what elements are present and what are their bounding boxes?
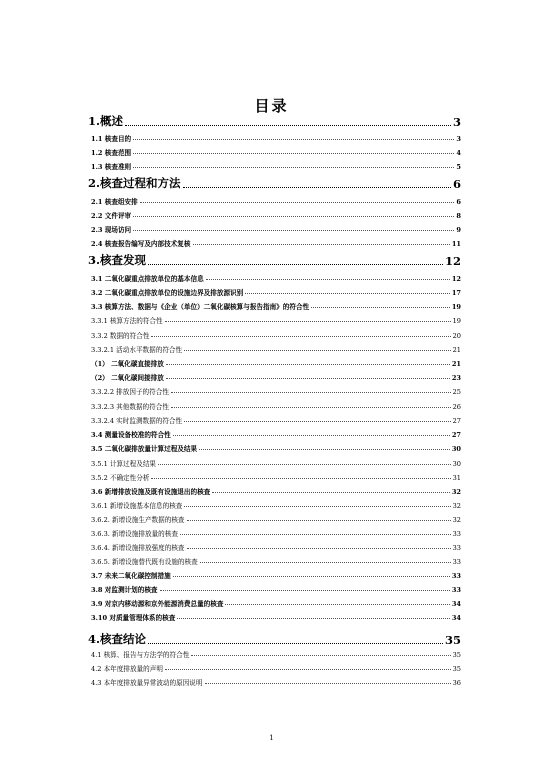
dot-leader (166, 363, 450, 365)
toc-entry-page: 30 (452, 460, 461, 468)
toc-entry-label: 3.5.2 不确定性分析 (91, 474, 150, 482)
toc-entry-label: 1.3 核查准则 (91, 163, 132, 171)
toc-entry-page: 5 (456, 163, 461, 171)
dot-leader (165, 320, 451, 322)
toc-entry-label: 1.2 核查范围 (91, 149, 132, 157)
toc-entry-page: 25 (452, 388, 461, 396)
toc-entry-page: 6 (452, 177, 461, 191)
dot-leader (125, 124, 451, 126)
toc-entry[interactable] (91, 570, 461, 580)
toc-entry-page: 35 (444, 633, 461, 647)
dot-leader (199, 448, 450, 450)
dot-leader (205, 682, 451, 684)
dot-leader (165, 668, 451, 670)
toc-entry-label: 3.6 新增排放设施及既有设施退出的核查 (91, 488, 211, 496)
toc-entry-page: 32 (452, 516, 461, 524)
toc-entry[interactable] (91, 344, 461, 354)
dot-leader (200, 561, 451, 563)
dot-leader (166, 377, 450, 379)
toc-entry[interactable] (91, 486, 461, 496)
toc-entry[interactable] (91, 273, 461, 283)
toc-entry-page: 12 (444, 254, 461, 268)
dot-leader (184, 420, 451, 422)
dot-leader (133, 152, 454, 154)
dot-leader (148, 263, 443, 265)
toc-entry-page: 4 (456, 149, 461, 157)
toc-entry-label: 3.3.1 核算方法的符合性 (91, 317, 163, 325)
toc-entry-label: （1） 二氧化碳直接排放 (91, 360, 164, 368)
toc-entry[interactable] (91, 542, 461, 552)
toc-entry-label: 3.3.2 数据的符合性 (91, 332, 150, 340)
toc-entry-page: 21 (452, 346, 461, 354)
toc-entry-label: 3.1 二氧化碳重点排放单位的基本信息 (91, 275, 204, 283)
toc-entry[interactable] (91, 358, 461, 368)
toc-entry[interactable] (91, 500, 461, 510)
dot-leader (133, 138, 454, 140)
toc-entry[interactable] (91, 372, 461, 382)
toc-entry-label: 4.2 本年度排放量的声明 (91, 665, 163, 673)
toc-entry-label: 3.6.5. 新增设施替代既有设施的核查 (91, 558, 198, 566)
toc-entry[interactable] (91, 238, 461, 248)
toc-entry-page: 27 (451, 431, 461, 439)
toc-entry[interactable] (91, 584, 461, 594)
toc-entry-label: 3.8 对监测计划的核查 (91, 586, 158, 594)
toc-entry[interactable] (91, 556, 461, 566)
toc-entry-page: 31 (452, 474, 461, 482)
dot-leader (184, 349, 451, 351)
toc-entry-label: 3.3.2.2 排放因子的符合性 (91, 388, 169, 396)
toc-entry-page: 36 (452, 679, 461, 687)
dot-leader (193, 243, 450, 245)
toc-entry[interactable] (91, 663, 461, 673)
toc-entry[interactable] (91, 528, 461, 538)
toc-entry-page: 3 (456, 135, 461, 143)
toc-entry-page: 19 (452, 317, 461, 325)
toc-entry-label: 2.1 核查组安排 (91, 198, 138, 206)
toc-entry[interactable] (91, 196, 461, 206)
dot-leader (173, 575, 450, 577)
toc-entry-label: 3.3.2.1 活动水平数据的符合性 (91, 346, 183, 354)
toc-entry[interactable] (91, 210, 461, 220)
toc-entry-page: 17 (451, 289, 461, 297)
toc-entry[interactable] (88, 175, 461, 191)
dot-leader (171, 391, 451, 393)
toc-entry[interactable] (91, 429, 461, 439)
page-number: 1 (269, 734, 274, 742)
dot-leader (311, 306, 450, 308)
toc-entry-page: 32 (452, 502, 461, 510)
dot-leader (133, 229, 454, 231)
dot-leader (148, 642, 443, 644)
toc-entry-label: 1.1 核查目的 (91, 135, 132, 143)
toc-entry-label: 3.3.2.3 其他数据的符合性 (91, 403, 169, 411)
toc-entry-label: 3.6.2. 新增设施生产数据的核查 (91, 516, 185, 524)
toc-entry[interactable] (91, 415, 461, 425)
toc-entry[interactable] (88, 252, 461, 268)
toc-entry-page: 30 (451, 445, 461, 453)
dot-leader (183, 186, 451, 188)
toc-entry[interactable] (88, 113, 461, 129)
toc-entry-label: 3.5.1 计算过程及结果 (91, 460, 157, 468)
toc-entry-page: 26 (452, 403, 461, 411)
toc-entry-page: 6 (456, 198, 461, 206)
toc-entry[interactable] (91, 598, 461, 608)
toc-entry-page: 33 (452, 530, 461, 538)
toc-entry[interactable] (91, 386, 461, 396)
dot-leader (171, 406, 451, 408)
toc-entry-page: 9 (456, 226, 461, 234)
toc-entry[interactable] (91, 443, 461, 453)
toc-entry-page: 33 (451, 586, 461, 594)
dot-leader (187, 519, 451, 521)
toc-entry-label: 3.核查发现 (88, 253, 147, 267)
dot-leader (140, 201, 455, 203)
toc-entry-page: 3 (452, 115, 461, 129)
dot-leader (212, 491, 450, 493)
toc-entry-page: 12 (451, 275, 461, 283)
toc-entry-page: 33 (452, 544, 461, 552)
toc-entry-label: 2.2 文件评审 (91, 212, 132, 220)
dot-leader (206, 278, 450, 280)
toc-entry[interactable] (91, 458, 461, 468)
toc-entry[interactable] (88, 631, 461, 647)
toc-entry[interactable] (91, 147, 461, 157)
toc-entry-page: 11 (451, 240, 461, 248)
toc-entry-page: 21 (451, 360, 461, 368)
toc-entry-label: 3.7 未来二氧化碳控制措施 (91, 572, 171, 580)
dot-leader (158, 463, 451, 465)
toc-entry-page: 20 (452, 332, 461, 340)
toc-entry-label: 3.5 二氧化碳排放量计算过程及结果 (91, 445, 198, 453)
toc-entry-page: 27 (452, 417, 461, 425)
toc-entry[interactable] (91, 287, 461, 297)
toc-entry-label: 2.4 核查报告编写及内部技术复核 (91, 240, 191, 248)
toc-entry[interactable] (91, 612, 461, 622)
toc-entry-label: 3.3 核算方法、数据与《企业（单位）二氧化碳核算与报告指南》的符合性 (91, 303, 310, 311)
toc-entry-label: （2） 二氧化碳间接排放 (91, 374, 164, 382)
toc-entry-page: 19 (451, 303, 461, 311)
toc-entry-page: 32 (451, 488, 461, 496)
toc-entry-page: 8 (456, 212, 461, 220)
dot-leader (180, 533, 451, 535)
dot-leader (225, 603, 449, 605)
toc-entry[interactable] (91, 133, 461, 143)
toc-entry[interactable] (91, 514, 461, 524)
toc-entry-page: 33 (451, 572, 461, 580)
toc-entry-label: 1.概述 (88, 114, 124, 128)
toc-title: 目录 (254, 97, 289, 115)
toc-entry[interactable] (91, 161, 461, 171)
toc-entry-page: 34 (451, 614, 461, 622)
toc-entry-page: 35 (452, 651, 461, 659)
toc-entry-label: 3.10 对质量管理体系的核查 (91, 614, 176, 622)
toc-entry-label: 3.6.4. 新增设施排放强度的核查 (91, 544, 185, 552)
toc-entry[interactable] (91, 649, 461, 659)
toc-entry-page: 33 (452, 558, 461, 566)
toc-entry-label: 3.2 二氧化碳重点排放单位的设施边界及排放源识别 (91, 289, 244, 297)
toc-entry[interactable] (91, 677, 461, 687)
dot-leader (184, 505, 450, 507)
toc-entry-label: 2.核查过程和方法 (88, 176, 181, 190)
toc-entry-label: 3.6.3. 新增设施排放量的核查 (91, 530, 178, 538)
toc-entry-page: 34 (451, 600, 461, 608)
toc-entry-label: 4.1 核算、报告与方法学的符合性 (91, 651, 190, 659)
toc-entry-label: 3.4 测量设备校准的符合性 (91, 431, 171, 439)
dot-leader (151, 335, 450, 337)
toc-entry-page: 23 (451, 374, 461, 382)
toc-entry[interactable] (91, 301, 461, 311)
toc-entry[interactable] (91, 315, 461, 325)
dot-leader (151, 477, 450, 479)
dot-leader (133, 166, 454, 168)
dot-leader (245, 292, 450, 294)
toc-entry-page: 35 (452, 665, 461, 673)
dot-leader (173, 434, 450, 436)
dot-leader (133, 215, 454, 217)
toc-entry[interactable] (91, 330, 461, 340)
toc-entry-label: 4.核查结论 (88, 632, 147, 646)
toc-entry-label: 3.6.1 新增设施基本信息的核查 (91, 502, 183, 510)
toc-entry[interactable] (91, 472, 461, 482)
dot-leader (191, 654, 450, 656)
toc-entry-label: 2.3 现场访问 (91, 226, 132, 234)
toc-entry[interactable] (91, 401, 461, 411)
toc-entry[interactable] (91, 224, 461, 234)
dot-leader (187, 547, 451, 549)
toc-entry-label: 3.3.2.4 实时监测数据的符合性 (91, 417, 183, 425)
toc-entry-label: 4.3 本年度排放量异常波动的原因说明 (91, 679, 203, 687)
toc-entry-label: 3.9 对京内移动源和京外能源消费总量的核查 (91, 600, 224, 608)
dot-leader (177, 617, 450, 619)
dot-leader (160, 589, 450, 591)
